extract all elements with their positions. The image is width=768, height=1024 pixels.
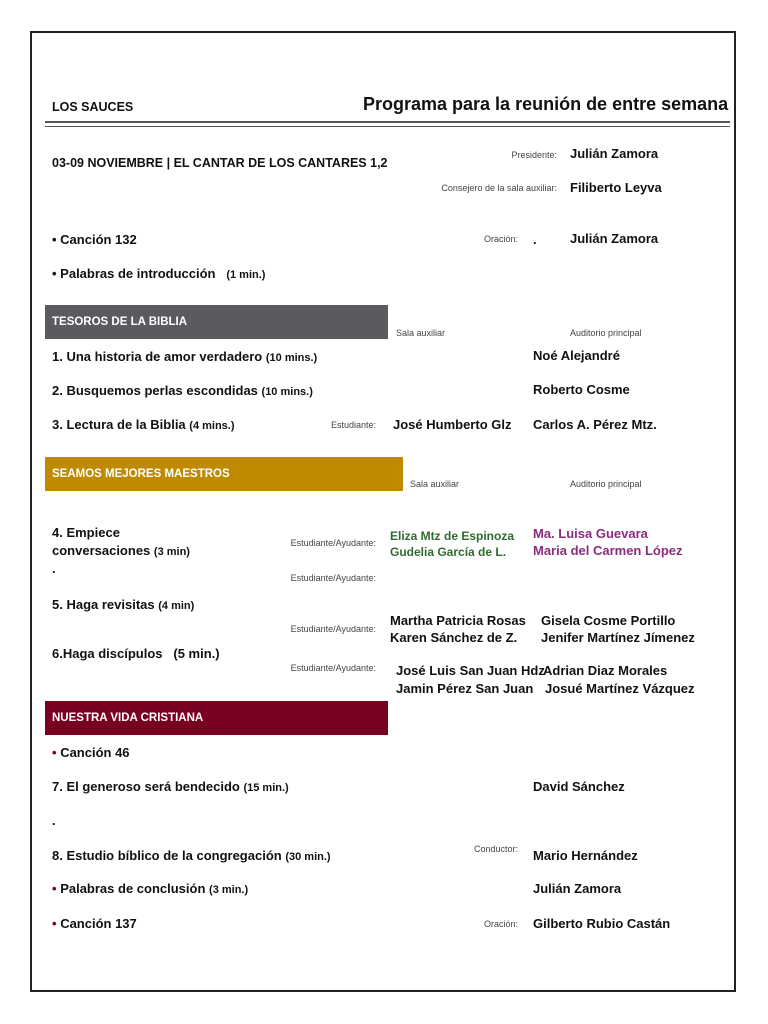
counselor-label: Consejero de la sala auxiliar: — [441, 183, 557, 193]
vida-stray-dot: . — [52, 813, 56, 828]
tesoros-item-3-role: Estudiante: — [330, 420, 376, 430]
maestros-item-6-main-2: Josué Martínez Vázquez — [545, 681, 695, 696]
maestros-item-6: 6.Haga discípulos (5 min.) — [52, 646, 220, 661]
vida-item-8-name: Mario Hernández — [533, 848, 638, 863]
opening-prayer-name: Julián Zamora — [570, 231, 659, 246]
maestros-item-6-aux-2: Jamin Pérez San Juan — [396, 681, 534, 696]
header-rule-thin — [45, 126, 730, 127]
tesoros-item-3-main: Carlos A. Pérez Mtz. — [533, 417, 657, 432]
maestros-item-4-aux-2: Gudelia García de L. — [390, 545, 507, 559]
maestros-item-4-role: Estudiante/Ayudante: — [290, 538, 376, 548]
maestros-item-5-role: Estudiante/Ayudante: — [290, 624, 376, 634]
vida-closing-prayer-name: Gilberto Rubio Castán — [533, 916, 671, 931]
vida-closing-name: Julián Zamora — [533, 881, 622, 896]
maestros-col-aux: Sala auxiliar — [410, 479, 460, 489]
maestros-item-4-main-2: Maria del Carmen López — [533, 543, 683, 558]
vida-item-7: 7. El generoso será bendecido (15 min.) — [52, 779, 289, 794]
page-title: Programa para la reunión de entre semana — [363, 94, 729, 114]
maestros-item-5-main-1: Gisela Cosme Portillo — [541, 613, 676, 628]
bullet-icon: • — [52, 881, 57, 896]
maestros-heading: SEAMOS MEJORES MAESTROS — [45, 457, 403, 491]
vida-item-8: 8. Estudio bíblico de la congregación (30 min.) — [52, 848, 331, 863]
tesoros-col-aux: Sala auxiliar — [396, 328, 446, 338]
maestros-item-4-line2: conversaciones (3 min) — [52, 543, 190, 558]
vida-closing-prayer-label: Oración: — [483, 919, 518, 929]
week-range: 03-09 NOVIEMBRE | EL CANTAR DE LOS CANTARES 1,2 — [52, 156, 388, 170]
maestros-item-6-main-1: Adrian Diaz Morales — [543, 663, 668, 678]
president-label: Presidente: — [511, 150, 557, 160]
tesoros-heading: TESOROS DE LA BIBLIA — [45, 305, 388, 339]
header-rule — [45, 121, 730, 123]
tesoros-item-2: 2. Busquemos perlas escondidas (10 mins.) — [52, 383, 313, 398]
maestros-item-5-main-2: Jenifer Martínez Jímenez — [541, 630, 695, 645]
tesoros-item-2-main: Roberto Cosme — [533, 382, 630, 397]
intro-words: • Palabras de introducción (1 min.) — [52, 266, 266, 281]
bullet-icon: • — [52, 916, 57, 931]
counselor-name: Filiberto Leyva — [570, 180, 662, 195]
tesoros-col-main: Auditorio principal — [570, 328, 642, 338]
maestros-stray-dot: . — [52, 561, 56, 576]
congregation-name: LOS SAUCES — [52, 100, 134, 114]
vida-item-7-name: David Sánchez — [533, 779, 625, 794]
vida-song: • Canción 46 — [52, 745, 130, 760]
tesoros-item-3-aux: José Humberto Glz — [393, 417, 512, 432]
tesoros-item-3: 3. Lectura de la Biblia (4 mins.) — [52, 417, 235, 432]
maestros-item-5: 5. Haga revisitas (4 min) — [52, 597, 195, 612]
maestros-item-5-aux-1: Martha Patricia Rosas — [390, 613, 526, 628]
maestros-item-4-line1: 4. Empiece — [52, 525, 120, 540]
opening-prayer-dot: . — [533, 232, 537, 247]
maestros-col-main: Auditorio principal — [570, 479, 642, 489]
vida-item-8-role: Conductor: — [473, 844, 518, 854]
maestros-item-6-aux-1: José Luis San Juan Hdz — [396, 663, 545, 678]
tesoros-item-1-main: Noé Alejandré — [533, 348, 620, 363]
president-name: Julián Zamora — [570, 146, 659, 161]
bullet-icon: • — [52, 745, 57, 760]
vida-closing-song: • Canción 137 — [52, 916, 137, 931]
opening-prayer-label: Oración: — [483, 234, 518, 244]
tesoros-item-1: 1. Una historia de amor verdadero (10 mins.) — [52, 349, 318, 364]
vida-closing-words: • Palabras de conclusión (3 min.) — [52, 881, 249, 896]
maestros-item-4-main-1: Ma. Luisa Guevara — [533, 526, 648, 541]
vida-heading: NUESTRA VIDA CRISTIANA — [45, 701, 388, 735]
opening-song: • Canción 132 — [52, 232, 137, 247]
maestros-item-4-aux-1: Eliza Mtz de Espinoza — [390, 529, 515, 543]
maestros-item-5-aux-2: Karen Sánchez de Z. — [390, 630, 518, 645]
maestros-item-6-role: Estudiante/Ayudante: — [290, 663, 376, 673]
maestros-stray-role: Estudiante/Ayudante: — [290, 573, 376, 583]
